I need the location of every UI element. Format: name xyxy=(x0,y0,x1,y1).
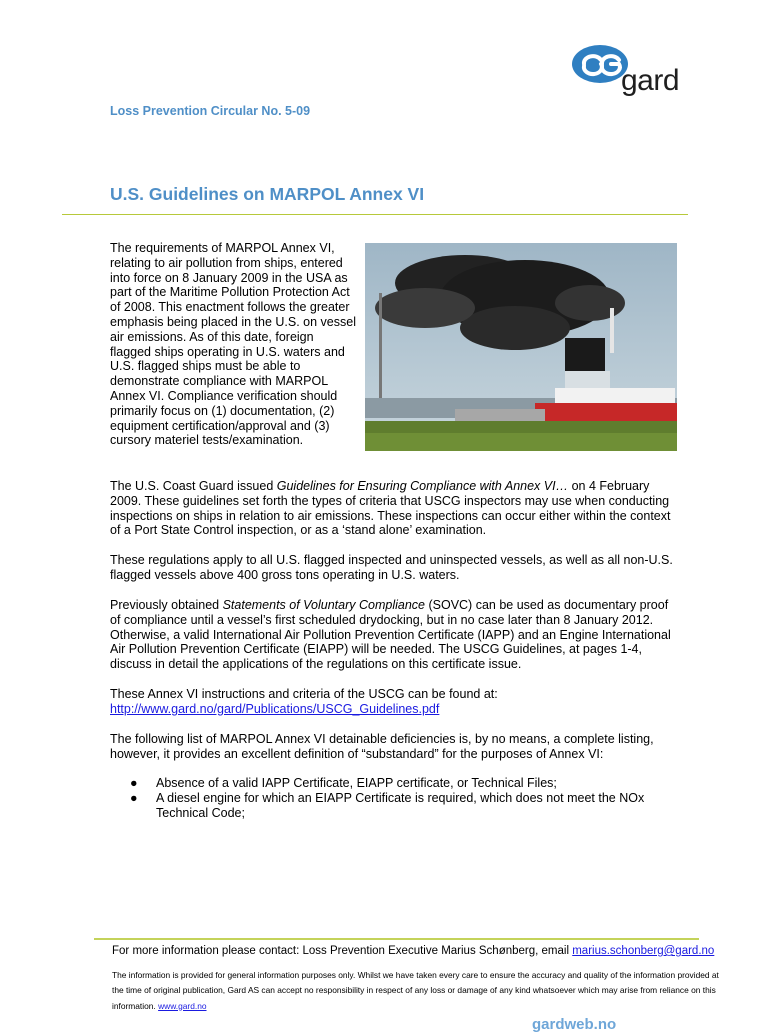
p4-text-end: (SOVC) can be used as documentary proof of compliance until a vessel’s first scheduled drydocking, but in no case later than 8 January 2012. Otherwise, a valid International Air Pollution Prevention Certificate (IAPP) and an Engine International Air Pollution Prevention Certificate (EIAPP) will be needed. The USCG Guidelines, at pages 1-4, discuss in detail the applications of the regulations on this certificate issue. xyxy=(110,598,671,672)
sovc-term: Statements of Voluntary Compliance xyxy=(222,598,425,612)
list-item-text: A diesel engine for which an EIAPP Certificate is required, which does not meet the NOx Technical Code; xyxy=(156,790,645,820)
page-title: U.S. Guidelines on MARPOL Annex VI xyxy=(110,184,425,204)
uscg-guidelines-paragraph xyxy=(110,479,675,538)
footer-divider xyxy=(94,938,699,940)
uscg-guidelines-link[interactable]: http://www.gard.no/gard/Publications/USCG_Guidelines.pdf xyxy=(110,701,440,716)
instructions-paragraph xyxy=(110,687,675,717)
deficiencies-list xyxy=(110,776,675,820)
logo-wordmark: gard xyxy=(621,64,680,97)
disclaimer xyxy=(112,968,724,1014)
bullet-icon: ● xyxy=(130,776,138,790)
intro-paragraph: The requirements of MARPOL Annex VI, relating to air pollution from ships, entered into force on 8 January 2009 in the USA as part of the Maritime Pollution Protection Act of 2008. This enactment follows the greater emphasis being placed in the U.S. on vessel air emissions. As of this date, foreign flagged ships operating in U.S. waters and U.S. flagged ships must be able to demonstrate compliance with MARPOL Annex VI. Compliance verification should primarily focus on (1) documentation, (2) equipment certification/approval and (3) cursory materiel tests/examination. xyxy=(110,241,356,448)
certificates-paragraph xyxy=(110,598,675,672)
disclaimer-text: The information is provided for general information purposes only. Whilst we have taken every care to ensure the accuracy and quality of the information provided at the time of original publication, Gard AS can accept no responsibility in respect of any loss or damage of any kind whatsoever which may arise from reliance on this information. xyxy=(112,970,719,1011)
deficiencies-paragraph: The following list of MARPOL Annex VI detainable deficiencies is, by no means, a complete listing, however, it provides an excellent definition of “substandard” for the purposes of Annex VI: xyxy=(110,732,654,761)
instructions-text: These Annex VI instructions and criteria of the USCG can be found at: xyxy=(110,687,498,701)
list-item-text: Absence of a valid IAPP Certificate, EIAPP certificate, or Technical Files; xyxy=(156,776,557,790)
gard-website-link[interactable]: www.gard.no xyxy=(158,1000,207,1011)
title-divider xyxy=(62,214,688,215)
ship-emitting-smoke-photo xyxy=(365,243,677,451)
contact-text: For more information please contact: Loss Prevention Executive Marius Schønberg, email xyxy=(112,945,573,957)
bullet-icon: ● xyxy=(130,790,138,805)
contact-line xyxy=(112,945,714,957)
p4-text-start: Previously obtained xyxy=(110,598,223,612)
applicability-paragraph: These regulations apply to all U.S. flagged inspected and uninspected vessels, as well as all non-U.S. flagged vessels above 400 gross tons operating in U.S. waters. xyxy=(110,553,673,582)
contact-email-link[interactable]: marius.schonberg@gard.no xyxy=(572,945,715,957)
footer-web-address: gardweb.no xyxy=(532,1016,617,1033)
p2-text-end: on 4 February 2009. These guidelines set forth the types of criteria that USCG inspectors may use when conducting inspections on ships in relation to air emissions. These inspections can occur either within the context of a Port State Control inspection, or as a ‘stand alone’ examination. xyxy=(110,479,671,538)
list-item xyxy=(110,776,675,791)
p2-text-start: The U.S. Coast Guard issued xyxy=(110,479,277,493)
guidelines-title: Guidelines for Ensuring Compliance with Annex VI… xyxy=(276,479,569,493)
circular-number: Loss Prevention Circular No. 5-09 xyxy=(110,104,311,118)
list-item xyxy=(110,791,675,821)
